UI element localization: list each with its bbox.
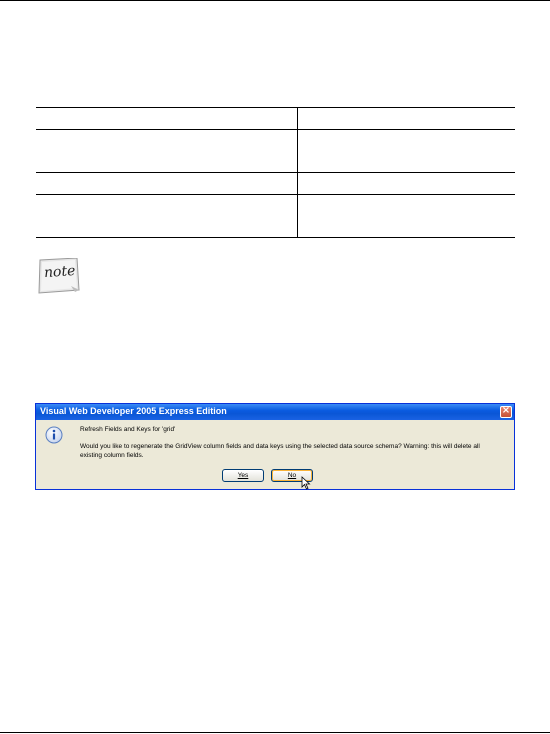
page-top-rule <box>0 0 550 1</box>
dialog-title: Visual Web Developer 2005 Express Edition <box>40 406 227 416</box>
dialog-message: Would you like to regenerate the GridView column fields and data keys using the selected data source schema? Warning: this will delete all existing column fields. <box>80 443 480 459</box>
table-rule <box>36 129 515 130</box>
yes-button-label: Yes <box>237 472 249 479</box>
dialog-heading: Refresh Fields and Keys for 'grid' <box>80 426 176 433</box>
table-rule-bottom <box>36 237 515 238</box>
dialog-window <box>35 403 515 490</box>
close-icon: × <box>501 405 511 416</box>
dialog-titlebar[interactable] <box>36 404 514 420</box>
table-column-divider <box>297 107 298 238</box>
info-icon <box>45 426 63 444</box>
close-button[interactable] <box>500 406 512 418</box>
table-rule <box>36 172 515 173</box>
page-bottom-rule <box>0 732 550 733</box>
note-label: note <box>43 262 76 282</box>
yes-button[interactable] <box>222 469 264 482</box>
mouse-cursor-icon <box>301 476 311 490</box>
no-button-label: No <box>287 472 297 479</box>
document-table <box>36 107 515 238</box>
table-rule-top <box>36 107 515 108</box>
table-rule <box>36 194 515 195</box>
